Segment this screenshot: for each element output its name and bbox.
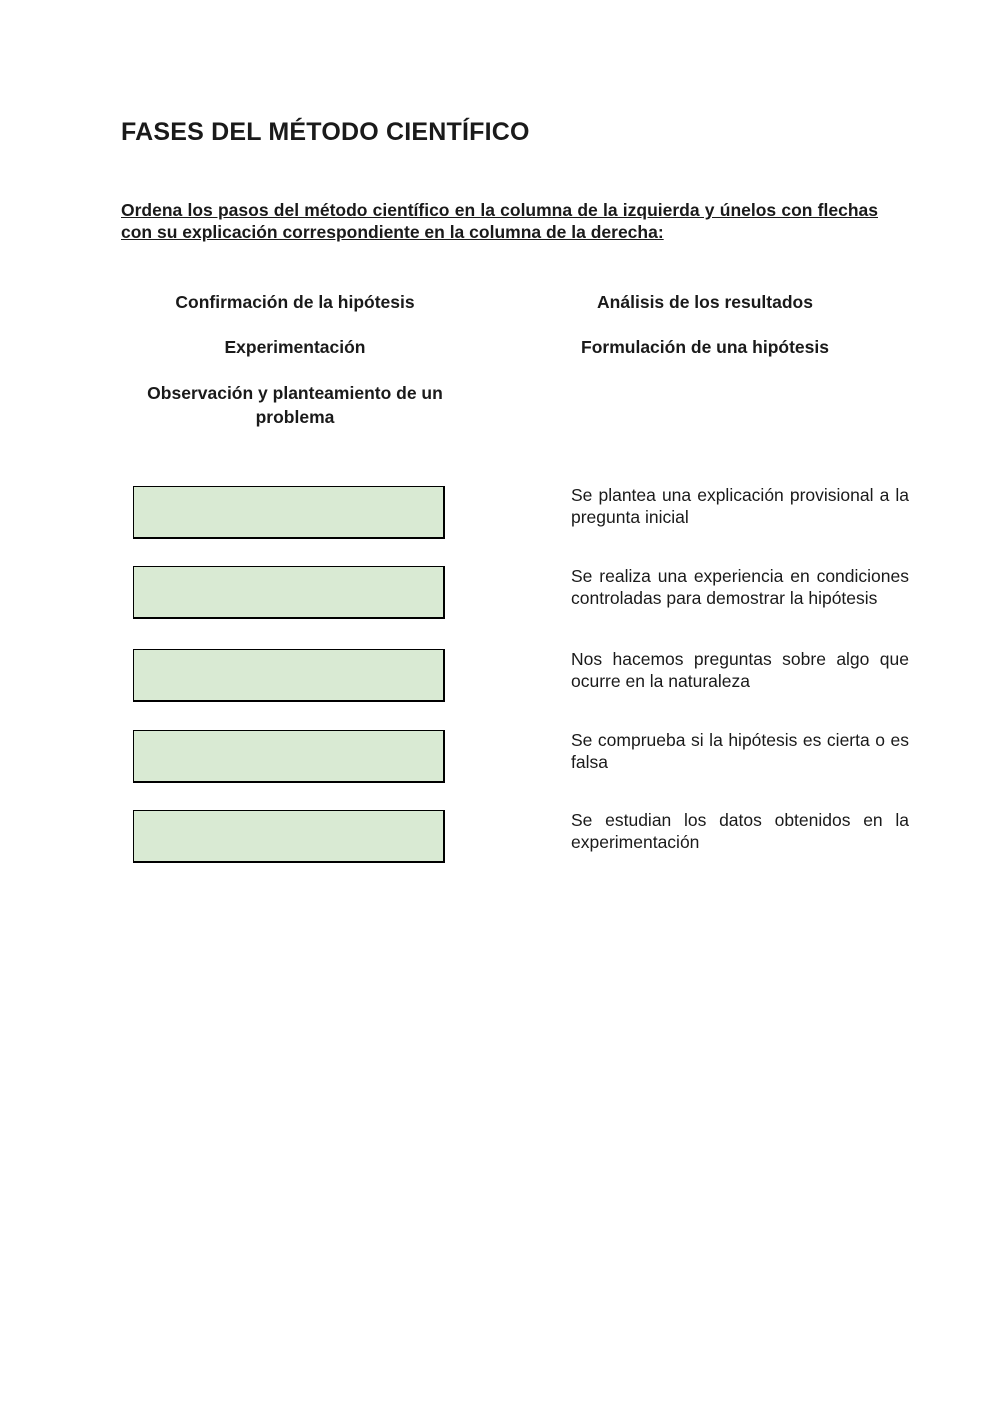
step-option-confirmacion[interactable]: Confirmación de la hipótesis	[175, 292, 415, 312]
answer-box-3[interactable]	[133, 649, 445, 702]
step-option-experimentacion[interactable]: Experimentación	[224, 337, 366, 357]
explanation-3: Nos hacemos preguntas sobre algo que ocurre en la naturaleza	[571, 649, 909, 691]
step-option-analisis[interactable]: Análisis de los resultados	[597, 292, 813, 312]
page-title: FASES DEL MÉTODO CIENTÍFICO	[121, 118, 530, 146]
explanation-5: Se estudian los datos obtenidos en la experimentación	[571, 810, 909, 852]
explanation-4: Se comprueba si la hipótesis es cierta o es falsa	[571, 730, 909, 772]
answer-box-4[interactable]	[133, 730, 445, 783]
answer-box-2[interactable]	[133, 566, 445, 619]
explanation-1: Se plantea una explicación provisional a la pregunta inicial	[571, 485, 909, 527]
step-option-formulacion[interactable]: Formulación de una hipótesis	[581, 337, 829, 357]
explanation-2: Se realiza una experiencia en condiciones controladas para demostrar la hipótesis	[571, 566, 909, 608]
answer-box-5[interactable]	[133, 810, 445, 863]
step-option-observacion[interactable]: Observación y planteamiento de un problema	[147, 383, 443, 427]
answer-box-1[interactable]	[133, 486, 445, 539]
instructions: Ordena los pasos del método científico en la columna de la izquierda y únelos con flechas con su explicación correspondiente en la columna de la derecha:	[121, 200, 878, 242]
